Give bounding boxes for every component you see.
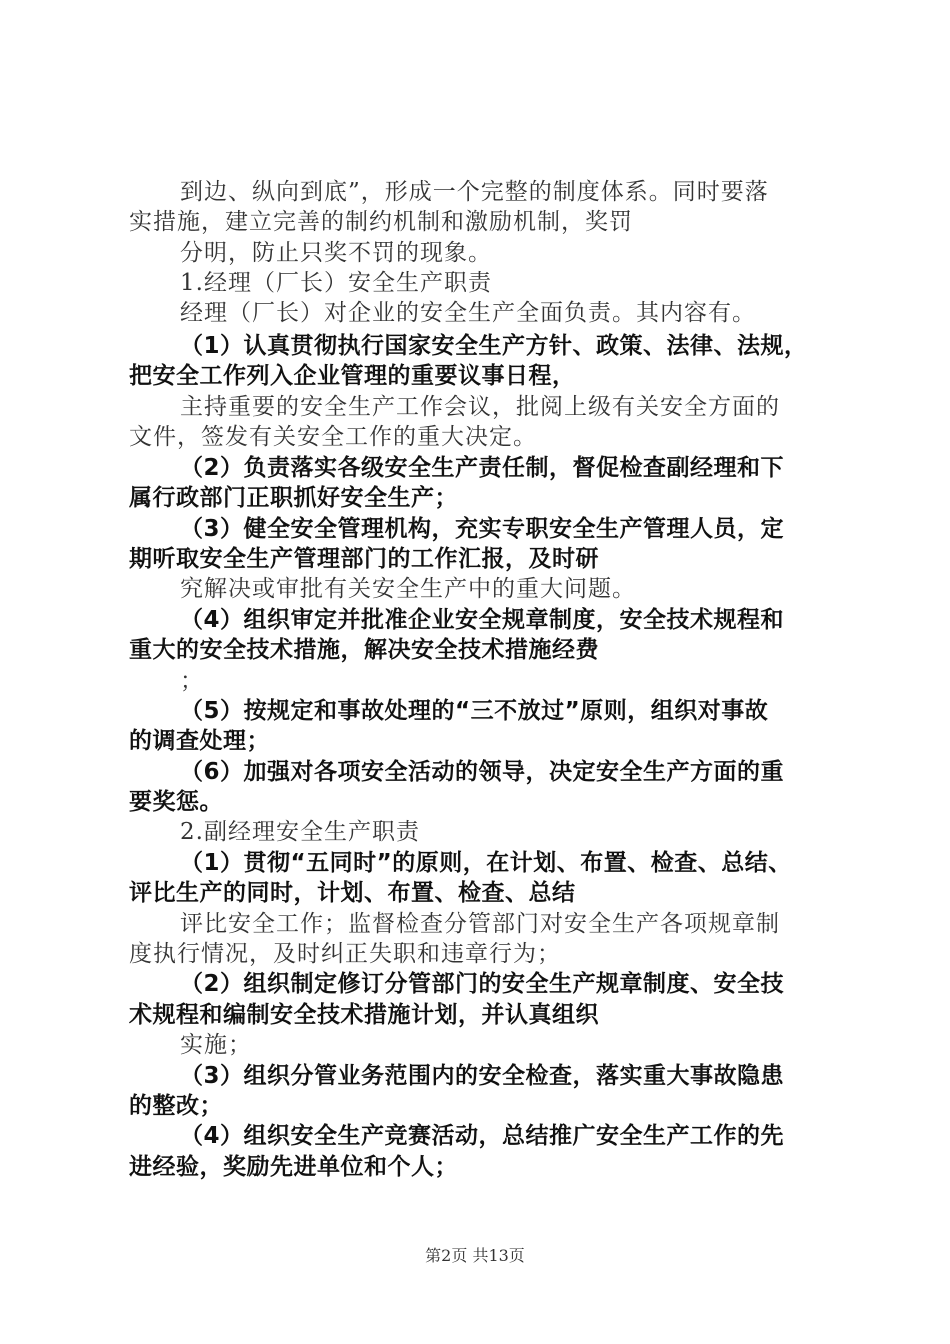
list-item-line: （1）认真贯彻执行国家安全生产方针、政策、法律、法规， <box>180 333 808 359</box>
body-line: 到边、纵向到底”，形成一个完整的制度体系。同时要落 <box>180 179 769 205</box>
body-line: 经理（厂长）对企业的安全生产全面负责。其内容有。 <box>180 300 756 326</box>
body-line: ； <box>180 668 204 694</box>
section-heading: 2.副经理安全生产职责 <box>180 819 420 845</box>
body-line: 评比安全工作；监督检查分管部门对安全生产各项规章制 <box>180 911 780 937</box>
body-line: 主持重要的安全生产工作会议，批阅上级有关安全方面的 <box>180 394 780 420</box>
page-footer: 第2页 共13页 <box>425 1246 525 1265</box>
body-line: 实措施，建立完善的制约机制和激励机制，奖罚 <box>129 209 633 235</box>
list-item-line: （2）组织制定修订分管部门的安全生产规章制度、安全技 <box>180 971 785 997</box>
list-item-line: （1）贯彻“五同时”的原则，在计划、布置、检查、总结、 <box>180 850 792 876</box>
list-item-line: （3）组织分管业务范围内的安全检查，落实重大事故隐患 <box>180 1063 785 1089</box>
list-item-line: 的调查处理； <box>129 728 270 754</box>
list-item-line: （4）组织审定并批准企业安全规章制度，安全技术规程和 <box>180 607 785 633</box>
list-item-line: （6）加强对各项安全活动的领导，决定安全生产方面的重 <box>180 759 785 785</box>
list-item-line: 期听取安全生产管理部门的工作汇报，及时研 <box>129 546 599 572</box>
list-item-line: （2）负责落实各级安全生产责任制，督促检查副经理和下 <box>180 455 785 481</box>
body-line: 文件，签发有关安全工作的重大决定。 <box>129 424 537 450</box>
section-heading: 1.经理（厂长）安全生产职责 <box>180 270 492 296</box>
list-item-line: 进经验，奖励先进单位和个人； <box>129 1154 458 1180</box>
list-item-line: 评比生产的同时，计划、布置、检查、总结 <box>129 880 576 906</box>
list-item-line: 要奖惩。 <box>129 789 223 815</box>
list-item-line: （3）健全安全管理机构，充实专职安全生产管理人员，定 <box>180 516 785 542</box>
list-item-line: （4）组织安全生产竞赛活动，总结推广安全生产工作的先 <box>180 1123 785 1149</box>
list-item-line: （5）按规定和事故处理的“三不放过”原则，组织对事故 <box>180 698 769 724</box>
body-line: 度执行情况，及时纠正失职和违章行为； <box>129 941 561 967</box>
body-line: 究解决或审批有关安全生产中的重大问题。 <box>180 576 636 602</box>
body-line: 分明，防止只奖不罚的现象。 <box>180 240 492 266</box>
list-item-line: 重大的安全技术措施，解决安全技术措施经费 <box>129 637 599 663</box>
list-item-line: 属行政部门正职抓好安全生产； <box>129 485 458 511</box>
list-item-line: 术规程和编制安全技术措施计划，并认真组织 <box>129 1002 599 1028</box>
body-line: 实施； <box>180 1032 252 1058</box>
list-item-line: 的整改； <box>129 1093 223 1119</box>
list-item-line: 把安全工作列入企业管理的重要议事日程， <box>129 363 576 389</box>
